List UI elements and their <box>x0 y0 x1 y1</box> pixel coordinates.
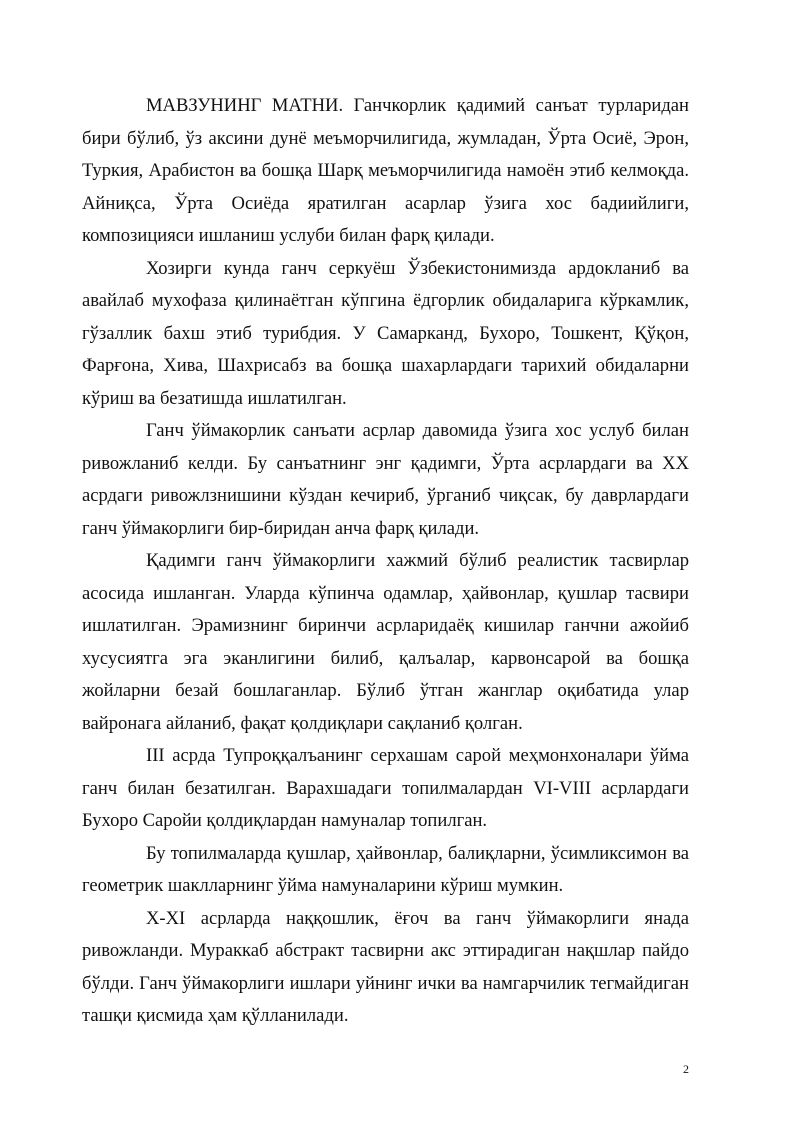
paragraph-modern-use: Хозирги кунда ганч серкуёш Ўзбекистонимизда ардокланиб ва авайлаб мухофаза қилинаётган кўпгина ёдгорлик обидаларига кўркамлик, гўзаллик бахш этиб турибдия. У Самарканд, Бухоро, Тошкент, Қўқон, Фарғона, Хива, Шахрисабз ва бошқа шахарлардаги тарихий обидаларни кўриш ва безатишда ишлатилган. <box>82 257 689 409</box>
paragraph-findings: Бу топилмаларда қушлар, ҳайвонлар, балиқларни, ўсимликсимон ва геометрик шаклларнинг ўйма намуналарини кўриш мумкин. <box>82 842 689 896</box>
document-page <box>82 90 689 1033</box>
paragraph-x-xi-centuries: X-XI асрларда наққошлик, ёғоч ва ганч ўймакорлиги янада ривожланди. Мураккаб абстракт тасвирни акс эттирадиган нақшлар пайдо бўлди. Ганч ўймакорлиги ишлари уйнинг ички ва намгарчилик тегмайдиган ташқи қисмида ҳам қўлланилади. <box>82 907 689 1026</box>
paragraph-third-century: III асрда Тупроққалъанинг серхашам сарой меҳмонхоналари ўйма ганч билан безатилган. Варахшадаги топилмалардан VI-VIII асрлардаги Бухоро Саройи қолдиқлардан намуналар топилган. <box>82 745 689 831</box>
paragraph-development: Ганч ўймакорлик санъати асрлар давомида ўзига хос услуб билан ривожланиб келди. Бу санъатнинг энг қадимги, Ўрта асрлардаги ва XX асрдаги ривожлзнишини кўздан кечириб, ўрганиб чиқсак, бу даврлардаги ганч ўймакорлиги бир-биридан анча фарқ қилади. <box>82 420 689 539</box>
paragraph-ancient-carving: Қадимги ганч ўймакорлиги хажмий бўлиб реалистик тасвирлар асосида ишланган. Уларда кўпинча одамлар, ҳайвонлар, қушлар тасвири ишлатилган. Эрамизнинг биринчи асрларидаёқ кишилар ганчни ажойиб хусусиятга эга эканлигини билиб, қалъалар, карвонсарой ва бошқа жойларни безай бошлаганлар. Бўлиб ўтган жанглар оқибатида улар вайронага айланиб, фақат қолдиқлари сақланиб қолган. <box>82 550 689 734</box>
paragraph-intro: МАВЗУНИНГ МАТНИ. Ганчкорлик қадимий санъат турларидан бири бўлиб, ўз аксини дунё меъморчилигида, жумладан, Ўрта Осиё, Эрон, Туркия, Арабистон ва бошқа Шарқ меъморчилигида намоён этиб келмоқда. Айниқса, Ўрта Осиёда яратилган асарлар ўзига хос бадиийлиги, композицияси ишланиш услуби билан фарқ қилади. <box>82 95 689 246</box>
page-number: 2 <box>683 1062 689 1076</box>
